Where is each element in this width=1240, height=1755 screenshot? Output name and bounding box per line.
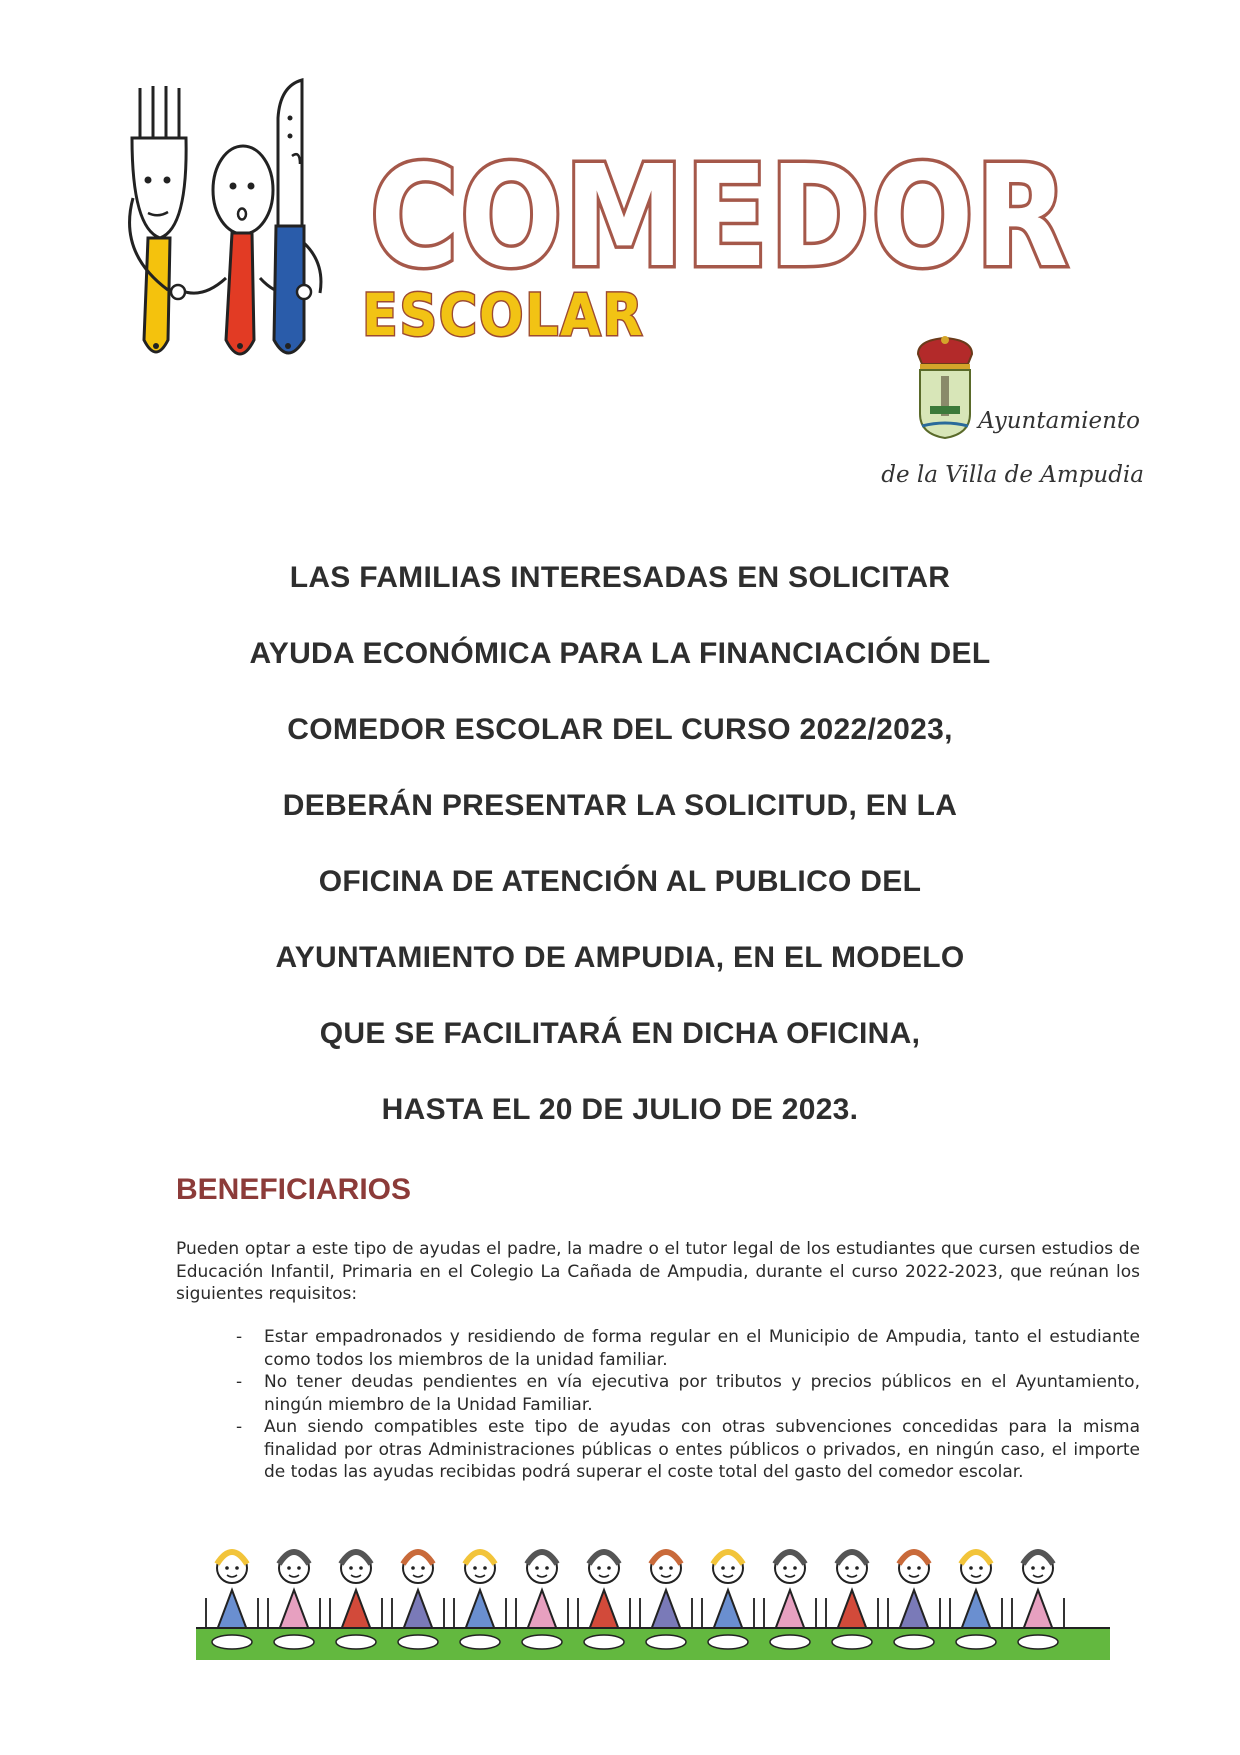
bullet-dash: - <box>236 1372 243 1392</box>
child-figure <box>454 1552 506 1632</box>
requirement-text: Estar empadronados y residiendo de forma regular en el Municipio de Ampudia, tanto el estudiante como todos los miembros de la unidad familiar. <box>264 1327 1140 1370</box>
plate-icon <box>336 1635 376 1649</box>
plate-icon <box>894 1635 934 1649</box>
announcement-line: COMEDOR ESCOLAR DEL CURSO 2022/2023, <box>287 713 953 746</box>
section-title: BENEFICIARIOS <box>176 1173 412 1206</box>
bullet-dash: - <box>236 1417 243 1437</box>
child-figure <box>330 1552 382 1632</box>
child-figure <box>826 1552 878 1632</box>
comedor-escolar-logo-art <box>120 78 370 378</box>
list-item <box>230 1326 1140 1371</box>
announcement-line: DEBERÁN PRESENTAR LA SOLICITUD, EN LA <box>282 789 958 822</box>
child-figure <box>392 1552 444 1632</box>
plate-icon <box>646 1635 686 1649</box>
child-figure <box>702 1552 754 1632</box>
child-figure <box>268 1552 320 1632</box>
plate-icon <box>956 1635 996 1649</box>
list-item <box>230 1416 1140 1484</box>
municipality-name-line1: Ayuntamiento <box>978 408 1140 434</box>
child-figure <box>764 1552 816 1632</box>
child-figure <box>888 1552 940 1632</box>
announcement-line: AYUNTAMIENTO DE AMPUDIA, EN EL MODELO <box>275 941 965 974</box>
announcement-line: QUE SE FACILITARÁ EN DICHA OFICINA, <box>319 1017 921 1050</box>
list-item <box>230 1371 1140 1416</box>
plate-icon <box>212 1635 252 1649</box>
children-at-table-illustration <box>196 1532 1110 1660</box>
announcement-line: LAS FAMILIAS INTERESADAS EN SOLICITAR <box>289 561 951 594</box>
municipality-name-line2: de la Villa de Ampudia <box>881 462 1144 488</box>
announcement-line: AYUDA ECONÓMICA PARA LA FINANCIACIÓN DEL <box>249 637 991 670</box>
requirement-text: No tener deudas pendientes en vía ejecutiva por tributos y precios públicos en el Ayuntamiento, ningún miembro de la Unidad Familiar. <box>264 1372 1140 1415</box>
plate-icon <box>274 1635 314 1649</box>
announcement-line: OFICINA DE ATENCIÓN AL PUBLICO DEL <box>318 865 922 898</box>
child-figure <box>640 1552 692 1632</box>
section-intro: Pueden optar a este tipo de ayudas el padre, la madre o el tutor legal de los estudiantes que cursen estudios de Educación Infantil, Primaria en el Colegio La Cañada de Ampudia, durante el curso 2022-2023, que reúnan los siguientes requisitos: <box>176 1239 1140 1304</box>
plate-icon <box>1018 1635 1058 1649</box>
announcement-line: HASTA EL 20 DE JULIO DE 2023. <box>381 1093 859 1126</box>
plate-icon <box>708 1635 748 1649</box>
child-figure <box>578 1552 630 1632</box>
requirements-list <box>230 1326 1140 1484</box>
plate-icon <box>770 1635 810 1649</box>
coat-of-arms-icon <box>908 334 982 442</box>
bullet-dash: - <box>236 1327 243 1347</box>
announcement-block <box>150 555 1090 1163</box>
plate-icon <box>522 1635 562 1649</box>
logo-word-main: COMEDOR <box>370 136 1070 299</box>
child-figure <box>950 1552 1002 1632</box>
plate-icon <box>398 1635 438 1649</box>
child-figure <box>1012 1552 1064 1632</box>
plate-icon <box>460 1635 500 1649</box>
requirement-text: Aun siendo compatibles este tipo de ayudas con otras subvenciones concedidas para la misma finalidad por otras Administraciones públicas o entes públicos o privados, en ningún caso, el importe de todas las ayudas recibidas podrá superar el coste total del gasto del comedor escolar. <box>264 1417 1140 1482</box>
plate-icon <box>584 1635 624 1649</box>
knife-character-icon <box>274 80 321 353</box>
child-figure <box>516 1552 568 1632</box>
plate-icon <box>832 1635 872 1649</box>
logo-word-sub: ESCOLAR <box>362 281 645 349</box>
fork-character-icon <box>130 86 187 352</box>
child-figure <box>206 1552 258 1632</box>
